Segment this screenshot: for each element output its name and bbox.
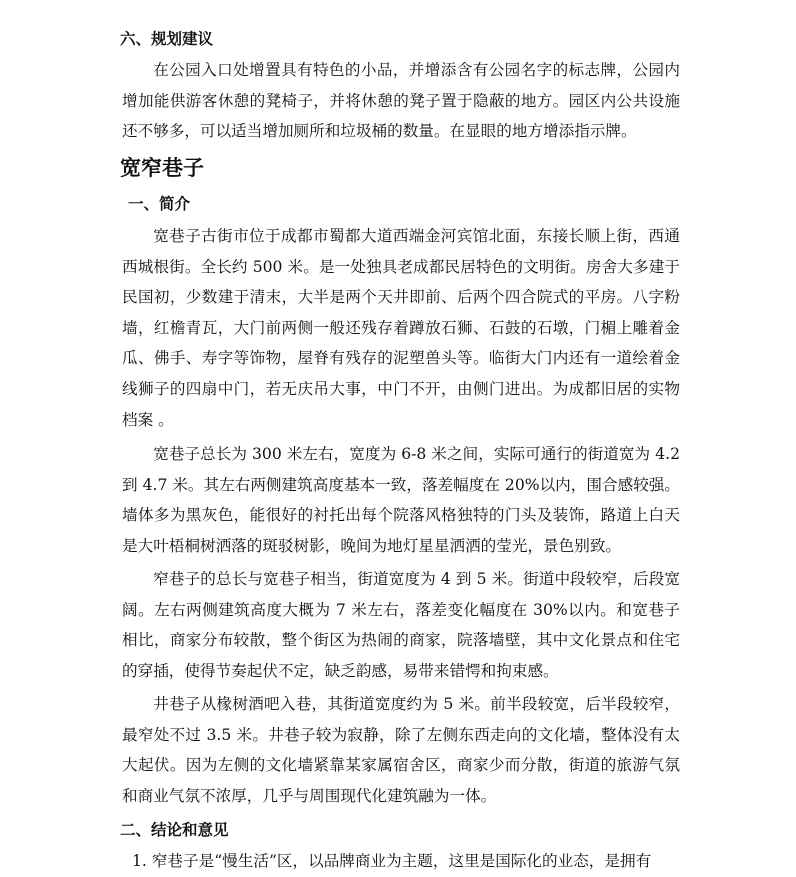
section-heading-intro: 一、简介	[128, 195, 191, 213]
document-title: 宽窄巷子	[120, 156, 204, 180]
paragraph-intro-4: 井巷子从椽树酒吧入巷，其街道宽度约为 5 米。前半段较宽，后半段较窄，最窄处不过 3.5 米。井巷子较为寂静，除了左侧东西走向的文化墙，整体没有太大起伏。因为左侧的文化墙紧靠某家属宿舍区，商家少而分散，街道的旅游气氛和商业气氛不浓厚，几乎与周围现代化建筑融为一体。	[122, 695, 680, 805]
section-heading-planning: 六、规划建议	[120, 30, 214, 48]
paragraph-intro-2: 宽巷子总长为 300 米左右，宽度为 6-8 米之间，实际可通行的街道宽为 4.2 到 4.7 米。其左右两侧建筑高度基本一致，落差幅度在 20%以内，围合感较强。墙体多为黑灰色，能很好的衬托出每个院落风格独特的门头及装饰，路道上白天是大叶梧桐树洒落的斑驳树影，晚间为地灯星星洒洒的莹光，景色别致。	[122, 445, 680, 555]
section-heading-conclusion: 二、结论和意见	[120, 821, 229, 839]
list-item-conclusion-1: 1. 窄巷子是“慢生活”区，以品牌商业为主题，这里是国际化的业态，是拥有	[132, 852, 652, 870]
paragraph-planning: 在公园入口处增置具有特色的小品，并增添含有公园名字的标志牌，公园内增加能供游客休憩的凳椅子，并将休憩的凳子置于隐蔽的地方。园区内公共设施还不够多，可以适当增加厕所和垃圾桶的数量。在显眼的地方增添指示牌。	[122, 61, 680, 141]
paragraph-intro-3: 窄巷子的总长与宽巷子相当，街道宽度为 4 到 5 米。街道中段较窄，后段宽阔。左右两侧建筑高度大概为 7 米左右，落差变化幅度在 30%以内。和宽巷子相比，商家分布较散，整个街区为热闹的商家，院落墙壁，其中文化景点和住宅的穿插，使得节奏起伏不定，缺乏韵感，易带来错愕和拘束感。	[122, 570, 680, 680]
paragraph-intro-1: 宽巷子古街市位于成都市蜀都大道西端金河宾馆北面，东接长顺上街，西通西城根街。全长约 500 米。是一处独具老成都民居特色的文明街。房舍大多建于民国初，少数建于清末，大半是两个天井即前、后两个四合院式的平房。八字粉墙，红檐青瓦，大门前两侧一般还残存着蹲放石狮、石鼓的石墩，门楣上雕着金瓜、佛手、寿字等饰物，屋脊有残存的泥塑兽头等。临街大门内还有一道绘着金线狮子的四扇中门，若无庆吊大事，中门不开，由侧门进出。为成都旧居的实物档案 。	[122, 227, 680, 429]
